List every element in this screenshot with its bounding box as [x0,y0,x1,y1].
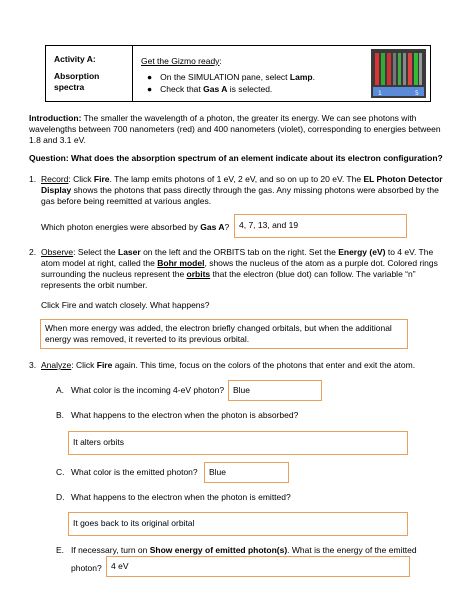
introduction-paragraph: Introduction: The smaller the wavelength of a photon, the greater its energy. We can see photons with wavelengths between 700 nanometers (red) and 400 nanometers (violet), corresponding to energies between 1.8 and 3.1 eV. [29,113,441,145]
q3a-question: What color is the incoming 4-eV photon? [71,385,225,395]
q3a-answer-field[interactable]: Blue [228,380,322,401]
q3b-answer-field[interactable]: It alters orbits [68,431,408,455]
q3-text: Analyze: Click Fire again. This time, focus on the colors of the photons that enter and exit the atom. [41,360,416,370]
q3e-question-line2: photon? [71,563,102,573]
q3c-answer-field[interactable]: Blue [204,462,289,483]
q3d-question: What happens to the electron when the photon is emitted? [71,492,291,502]
q3b-letter: B. [56,410,65,420]
gizmo-ready-heading: Get the Gizmo ready [141,56,220,66]
activity-subtitle: Absorption spectra [54,71,100,92]
q3d-letter: D. [56,492,65,502]
q2-answer-field[interactable]: When more energy was added, the electron briefly changed orbitals, but when the additional energy was removed, it reverted to its previous orbital. [40,319,408,349]
q3-number: 3. [29,360,37,370]
spectrum-thumbnail-image [371,49,426,98]
activity-instructions-cell: Get the Gizmo ready: ● On the SIMULATION pane, select Lamp. ● Check that Gas A is selected. 1 5 [133,46,431,102]
q2-click-instruction: Click Fire and watch closely. What happens? [41,300,210,310]
activity-header-table [45,45,431,102]
question-heading: Question: What does the absorption spectrum of an element indicate about its electron configuration? [29,153,443,163]
activity-title: Activity A: [54,54,96,64]
q3c-question: What color is the emitted photon? [71,467,198,477]
instruction-bullet: ● Check that Gas A is selected. [147,84,273,94]
instruction-bullet: ● On the SIMULATION pane, select Lamp. [147,72,315,82]
q3a-letter: A. [56,385,65,395]
q3d-answer-field[interactable]: It goes back to its original orbital [68,512,408,536]
q1-text: Record: Click Fire. The lamp emits photons of 1 eV, 2 eV, and so on up to 20 eV. The EL Photon Detector Display shows the photons that pass directly through the gas. Any missing photons were absorbed by the gas before being reemitted at various angles. [41,174,443,206]
q3e-answer-field[interactable]: 4 eV [106,556,410,577]
q1-answer-field[interactable]: 4, 7, 13, and 19 [234,214,407,238]
q2-text: Observe: Select the Laser on the left and the ORBITS tab on the right. Set the Energy (eV) to 4 eV. The atom model at right, called the Bohr model, shows the nucleus of the atom as a purple dot. Colored rings surrounding the nucleus represent the orbits that the electron (blue dot) can follow. The variable “n” represents the orbit number. [41,247,438,290]
q3b-question: What happens to the electron when the photon is absorbed? [71,410,299,420]
q3c-letter: C. [56,467,65,477]
q1-number: 1. [29,174,37,184]
q3e-question: If necessary, turn on Show energy of emitted photon(s). What is the energy of the emitted [71,545,417,555]
thumb-label-left: 1 [378,90,382,97]
thumb-label-right: 5 [415,90,419,97]
gizmo-thumbnail [371,49,426,98]
q3e-letter: E. [56,545,65,555]
q2-number: 2. [29,247,37,257]
activity-title-cell [46,46,133,102]
q1-prompt: Which photon energies were absorbed by Gas A? [41,222,230,232]
